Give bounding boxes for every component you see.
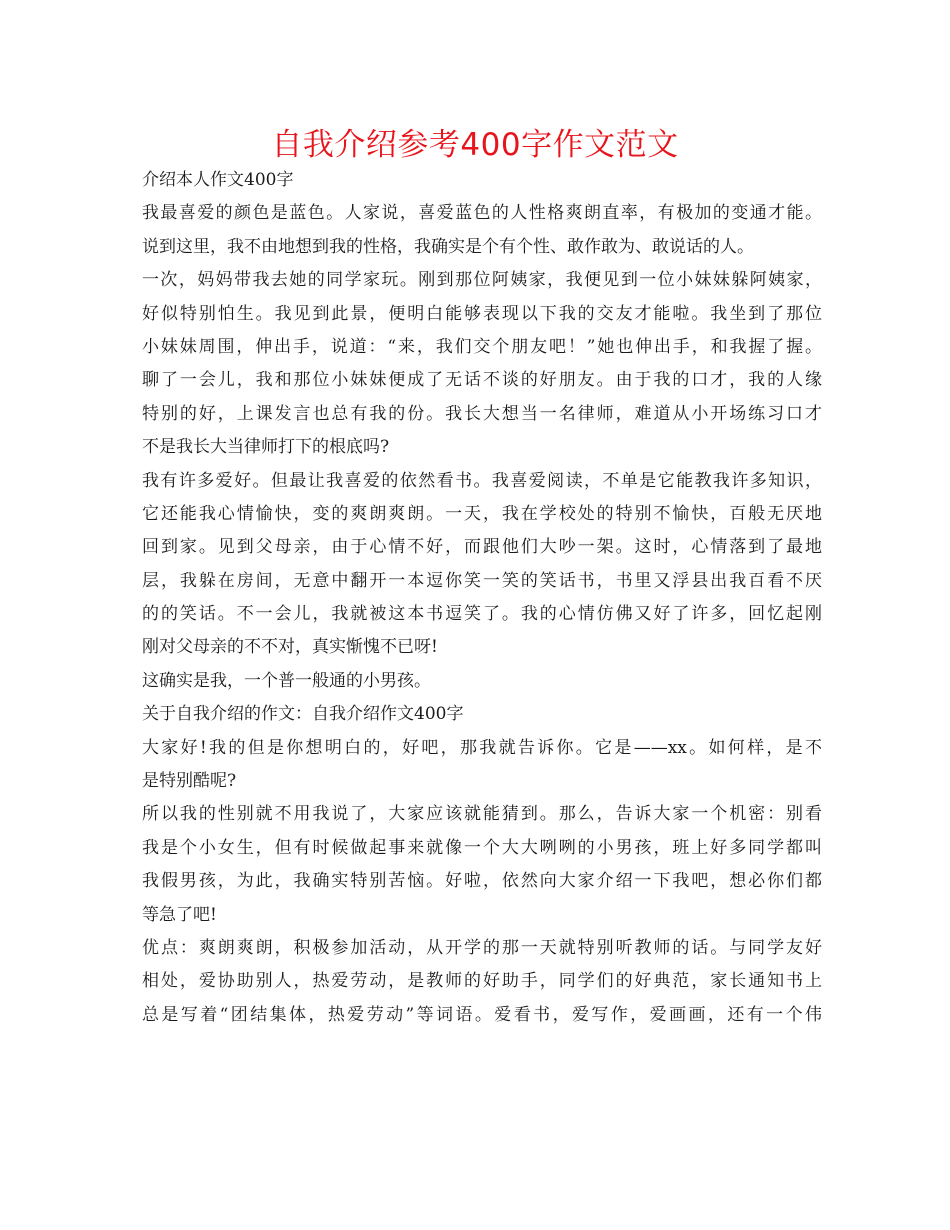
text-line: 总是写着“团结集体，热爱劳动”等词语。爱看书，爱写作，爱画画，还有一个伟 <box>142 1004 822 1025</box>
text-line: 小妹妹周围，伸出手，说道：“来，我们交个朋友吧！”她也伸出手，和我握了握。 <box>142 336 822 357</box>
text-line: 刚对父母亲的不不对，真实惭愧不已呀! <box>142 637 438 658</box>
text-line: 我是个小女生，但有时候做起事来就像一个大大咧咧的小男孩，班上好多同学都叫 <box>142 837 822 858</box>
text-line: 介绍本人作文400字 <box>142 170 294 190</box>
text-line: 好似特别怕生。我见到此景，便明白能够表现以下我的交友才能啦。我坐到了那位 <box>142 303 822 324</box>
text-line: 特别的好，上课发言也总有我的份。我长大想当一名律师，难道从小开场练习口才 <box>142 403 822 424</box>
text-line: 等急了吧! <box>142 904 217 925</box>
document-title: 自我介绍参考400字作文范文 <box>271 127 679 163</box>
text-line: 不是我长大当律师打下的根底吗? <box>142 437 390 458</box>
text-line: 关于自我介绍的作文：自我介绍作文400字 <box>142 704 464 725</box>
text-line: 回到家。见到父母亲，由于心情不好，而跟他们大吵一架。这时，心情落到了最地 <box>142 537 822 558</box>
document-body <box>142 164 822 1032</box>
text-line: 说到这里，我不由地想到我的性格，我确实是个有个性、敢作敢为、敢说话的人。 <box>142 236 754 257</box>
text-line: 的的笑话。不一会儿，我就被这本书逗笑了。我的心情仿佛又好了许多，回忆起刚 <box>142 604 822 625</box>
text-line: 所以我的性别就不用我说了，大家应该就能猜到。那么，告诉大家一个机密：别看 <box>142 804 822 825</box>
text-line: 一次，妈妈带我去她的同学家玩。刚到那位阿姨家，我便见到一位小妹妹躲阿姨家， <box>142 270 822 291</box>
text-line: 大家好!我的但是你想明白的，好吧，那我就告诉你。它是——xx。如何样，是不 <box>142 737 822 758</box>
text-line: 这确实是我，一个普一般通的小男孩。 <box>142 670 431 691</box>
text-line: 我假男孩，为此，我确实特别苦恼。好啦，依然向大家介绍一下我吧，想必你们都 <box>142 871 822 892</box>
text-line: 相处，爱协助别人，热爱劳动，是教师的好助手，同学们的好典范，家长通知书上 <box>142 971 822 992</box>
text-line: 层，我躲在房间，无意中翻开一本逗你笑一笑的笑话书，书里又浮县出我百看不厌 <box>142 570 822 591</box>
text-line: 我有许多爱好。但最让我喜爱的依然看书。我喜爱阅读，不单是它能教我许多知识， <box>142 470 822 491</box>
text-line: 是特别酷呢? <box>142 771 237 792</box>
text-line: 我最喜爱的颜色是蓝色。人家说，喜爱蓝色的人性格爽朗直率，有极加的变通才能。 <box>142 203 822 224</box>
text-line: 优点：爽朗爽朗，积极参加活动，从开学的那一天就特别听教师的话。与同学友好 <box>142 937 822 958</box>
text-line: 它还能我心情愉快，变的爽朗爽朗。一天，我在学校处的特别不愉快，百般无厌地 <box>142 503 822 524</box>
text-line: 聊了一会儿，我和那位小妹妹便成了无话不谈的好朋友。由于我的口才，我的人缘 <box>142 370 822 391</box>
